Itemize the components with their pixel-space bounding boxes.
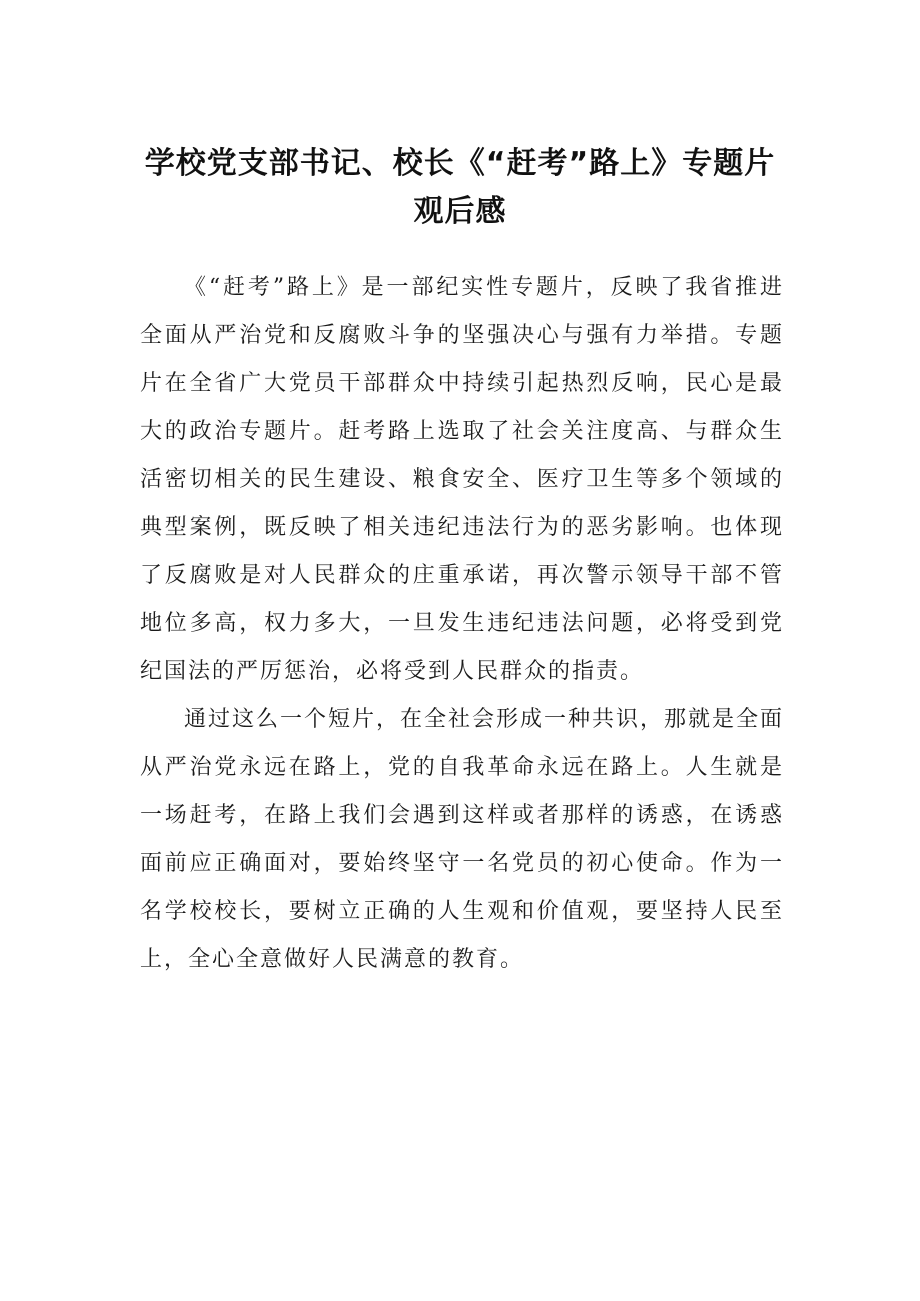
body-paragraph: 《“赶考”路上》是一部纪实性专题片，反映了我省推进全面从严治党和反腐败斗争的坚强决心与强有力举措。专题片在全省广大党员干部群众中持续引起热烈反响，民心是最大的政治专题片。赶考路上选取了社会关注度高、与群众生活密切相关的民生建设、粮食安全、医疗卫生等多个领域的典型案例，既反映了相关违纪违法行为的恶劣影响。也体现了反腐败是对人民群众的庄重承诺，再次警示领导干部不管地位多高，权力多大，一旦发生违纪违法问题，必将受到党纪国法的严厉惩治，必将受到人民群众的指责。 <box>140 275 784 684</box>
body-paragraph: 通过这么一个短片，在全社会形成一种共识，那就是全面从严治党永远在路上，党的自我革命永远在路上。人生就是一场赶考，在路上我们会遇到这样或者那样的诱惑，在诱惑面前应正确面对，要始终坚守一名党员的初心使命。作为一名学校校长，要树立正确的人生观和价值观，要坚持人民至上，全心全意做好人民满意的教育。 <box>140 707 785 972</box>
document-title: 学校党支部书记、校长《“赶考”路上》专题片观后感 <box>144 146 776 229</box>
document-body <box>140 264 784 984</box>
